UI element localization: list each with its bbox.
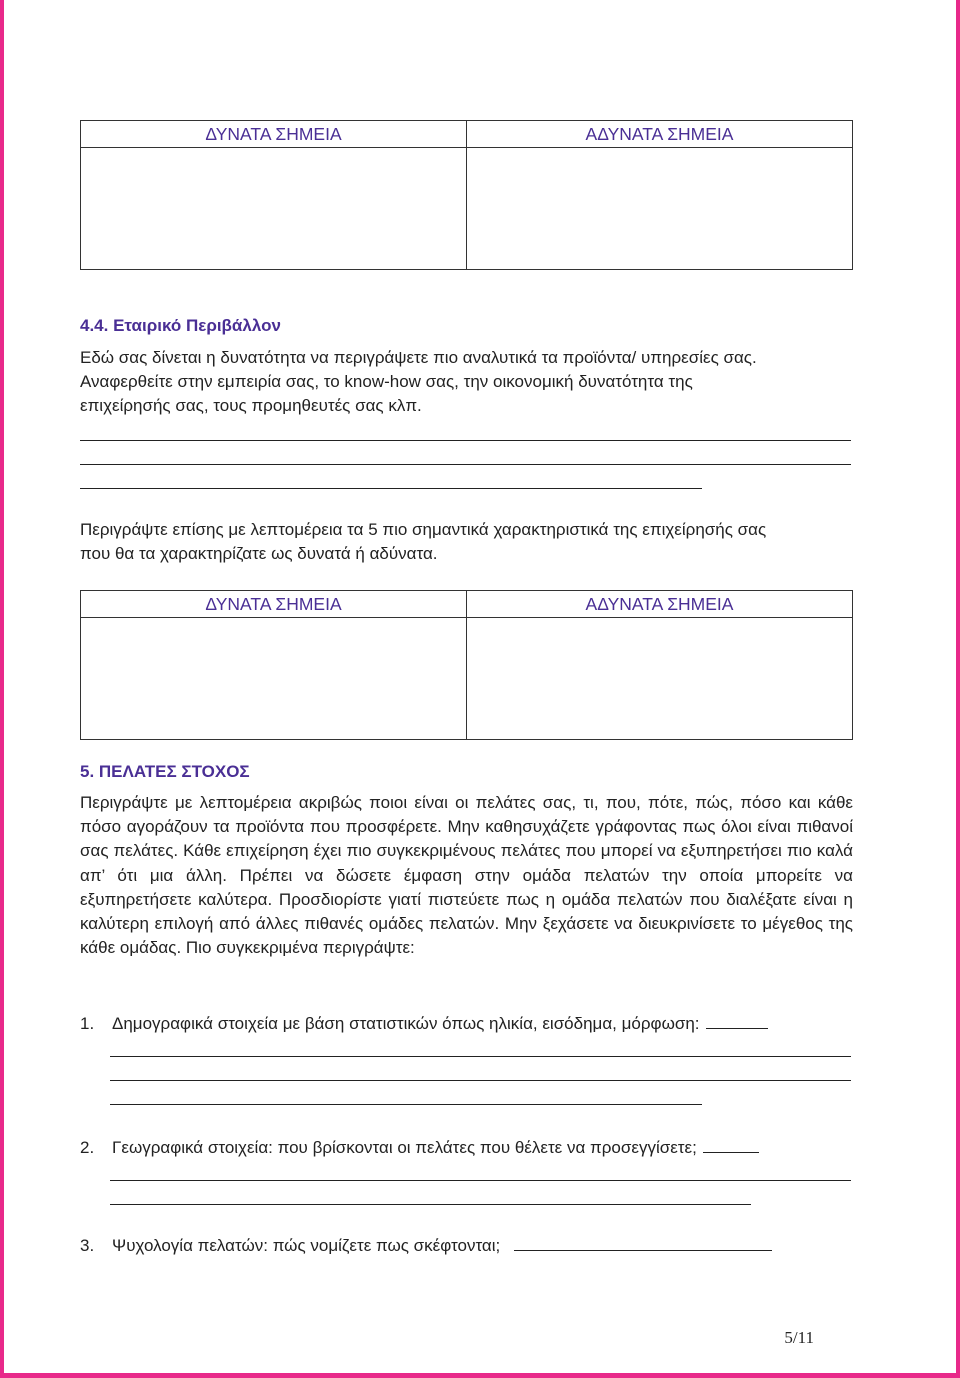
strengths-header: ΔΥΝΑΤΑ ΣΗΜΕΙΑ [205, 124, 342, 144]
answer-line[interactable] [80, 488, 702, 489]
answer-line[interactable] [110, 1080, 851, 1081]
section-5-heading: 5. ΠΕΛΑΤΕΣ ΣΤΟΧΟΣ [80, 762, 250, 781]
page-border-left [0, 0, 4, 1378]
table-body-row [81, 618, 852, 740]
answer-blank[interactable] [706, 1014, 768, 1029]
strengths-cell[interactable] [81, 618, 466, 740]
answer-line[interactable] [110, 1056, 851, 1057]
list-item-geographic [80, 1138, 759, 1158]
section-5-body: Περιγράψτε με λεπτομέρεια ακριβώς ποιοι είναι οι πελάτες σας, τι, που, πότε, πώς, πόσο και κάθε πόσο αγοράζουν τα προϊόντα που προσφέρετε. Μην καθησυχάζετε γράφοντας πως όλοι είναι πιθανοί σας πελάτες. Κάθε επιχείρηση έχει πιο συγκεκριμένους πελάτες που μπορεί να εξυπηρετήσει πιο καλά απ’ ότι μια άλλη. Πρέπει να δώσετε έμφαση στην ομάδα πελατών την οποία μπορείτε να εξυπηρετήσετε καλύτερα. Προσδιορίστε γιατί πιστεύετε πως η ομάδα πελατών που διαλέξατε είναι η καλύτερη επιλογή από άλλες πιθανές ομάδες πελατών. Μην ξεχάσετε να διευκρινίσετε το μέγεθος της κάθε ομάδας. Πιο συγκεκριμένα περιγράψτε: [80, 793, 853, 958]
section-4-4-heading: 4.4. Εταιρικό Περιβάλλον [80, 316, 281, 335]
weaknesses-header: ΑΔΥΝΑΤΑ ΣΗΜΕΙΑ [466, 121, 852, 147]
item-text: Γεωγραφικά στοιχεία: που βρίσκονται οι πελάτες που θέλετε να προσεγγίσετε; [112, 1138, 697, 1157]
table-header-row [81, 121, 852, 148]
table-header-row [81, 591, 852, 618]
strengths-cell[interactable] [81, 148, 466, 270]
strengths-weaknesses-table-1 [80, 120, 853, 270]
list-item-psychology [80, 1236, 772, 1256]
page-number: 5/11 [784, 1328, 814, 1347]
intro-line: Αναφερθείτε στην εμπειρία σας, το know-how σας, την οικονομική δυνατότητα της [80, 372, 693, 392]
describe-instructions [80, 518, 853, 566]
strengths-weaknesses-table-2 [80, 590, 853, 740]
page-border-bottom [0, 1373, 960, 1378]
table-body-row [81, 148, 852, 270]
section-4-4-intro [80, 346, 853, 419]
item-text: Δημογραφικά στοιχεία με βάση στατιστικών όπως ηλικία, εισόδημα, μόρφωση: [112, 1014, 700, 1033]
weaknesses-cell[interactable] [466, 618, 852, 740]
answer-line[interactable] [110, 1180, 851, 1181]
answer-line[interactable] [80, 440, 851, 441]
answer-line[interactable] [110, 1104, 702, 1105]
describe-line: που θα τα χαρακτηρίζατε ως δυνατά ή αδύνατα. [80, 544, 438, 564]
answer-blank[interactable] [703, 1138, 759, 1153]
answer-line[interactable] [110, 1204, 751, 1205]
intro-line: επιχείρησής σας, τους προμηθευτές σας κλπ. [80, 396, 422, 416]
item-text: Ψυχολογία πελατών: πώς νομίζετε πως σκέφτονται; [112, 1236, 501, 1255]
answer-blank[interactable] [514, 1236, 772, 1251]
page-border-right [956, 0, 960, 1378]
weaknesses-cell[interactable] [466, 148, 852, 270]
list-item-demographics [80, 1014, 768, 1034]
item-number: 1. [80, 1014, 95, 1033]
answer-line[interactable] [80, 464, 851, 465]
item-number: 2. [80, 1138, 95, 1157]
describe-line: Περιγράψτε επίσης με λεπτομέρεια τα 5 πιο σημαντικά χαρακτηριστικά της επιχείρησής σας [80, 520, 767, 539]
strengths-header: ΔΥΝΑΤΑ ΣΗΜΕΙΑ [205, 594, 342, 614]
intro-line: Εδώ σας δίνεται η δυνατότητα να περιγράψετε πιο αναλυτικά τα προϊόντα/ υπηρεσίες σας. [80, 348, 757, 367]
item-number: 3. [80, 1236, 95, 1255]
weaknesses-header: ΑΔΥΝΑΤΑ ΣΗΜΕΙΑ [466, 591, 852, 617]
